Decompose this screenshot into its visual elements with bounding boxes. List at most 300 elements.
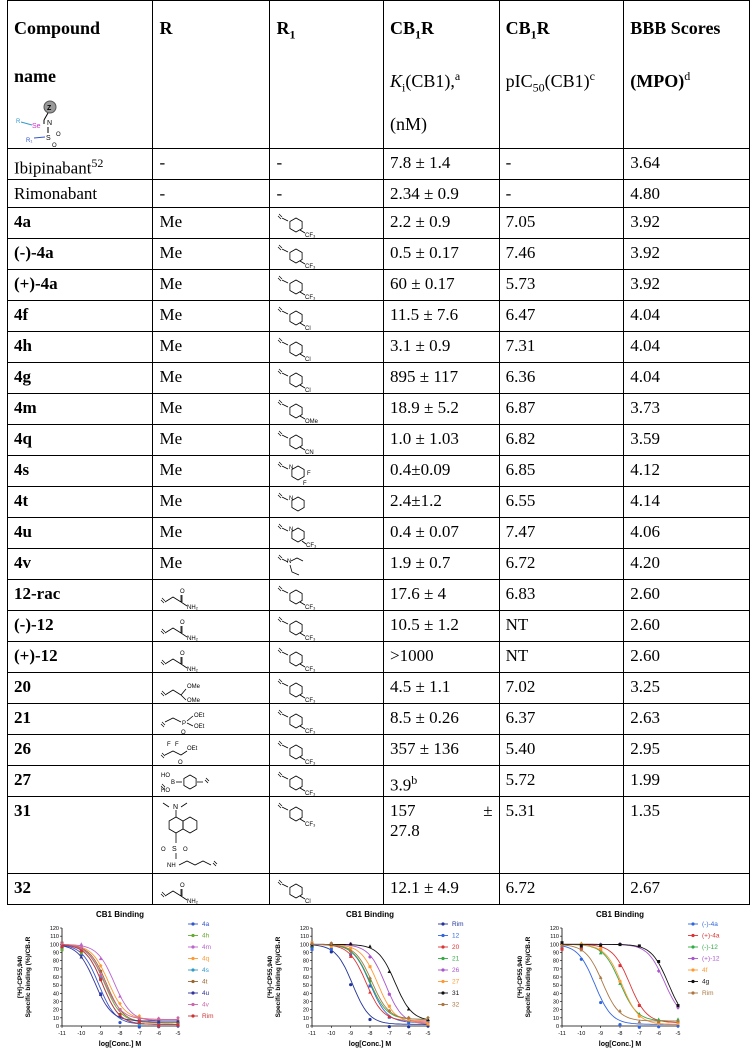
y-tick-label: 30 [552,999,559,1006]
phenyl-substituent: CF₃ [305,760,316,766]
bbb-value: 3.92 [630,212,661,232]
cell-bbb [624,270,750,301]
ki-value: 3.1 ± 0.9 [389,336,451,356]
data-point [618,1023,621,1026]
bbb-value: 4.04 [630,336,661,356]
y-tick-label: 100 [49,942,59,949]
amide-nh2: NH₂ [187,636,199,642]
cell-pic50 [499,673,624,704]
difluoro-f2: F [175,742,180,749]
cell-ki [383,270,499,301]
cell-compound [8,642,153,673]
data-point [580,958,583,961]
data-point [638,1004,641,1007]
compound-name: 4u [14,522,32,542]
chart-xlabel: log[Conc.] M [348,1041,392,1048]
cell-r [153,611,270,642]
chart-1 [17,910,214,1048]
cell-r1 [270,797,384,874]
data-table [7,0,750,905]
ki-value: 0.5 ± 0.17 [389,243,459,263]
compound-name: (-)-4a [14,243,54,263]
legend-label: 32 [452,1001,460,1009]
pic50-value: 7.47 [505,522,536,542]
cell-r [153,549,270,580]
y-tick-label: 120 [549,926,559,932]
cell-r1 [270,394,384,425]
chart-xlabel: log[Conc.] M [598,1041,642,1048]
header-compound-l1: Compound [14,18,101,38]
header-r1 [270,1,384,149]
data-point [580,944,583,947]
phenyl-substituent: OMe [305,419,319,425]
cell-ki [383,766,499,797]
phenyl-substituent: Cl [305,388,312,394]
data-point [599,944,602,947]
data-point [619,964,622,967]
chart-title: CB1 Binding [96,910,144,919]
cell-compound [8,179,153,208]
ki-value: 1.0 ± 1.03 [389,429,459,449]
y-tick-label: 80 [552,958,559,965]
table-row [8,735,750,766]
cell-ki [383,149,499,180]
boronic-ho1: HO [161,773,171,780]
compound-name: 4g [14,367,31,387]
header-pic-sub: 1 [530,27,537,42]
core-z: Z [47,105,52,112]
data-point [349,983,352,986]
y-tick-label: 100 [549,942,559,949]
legend-label: 4u [202,990,210,997]
r-value: Me [159,460,183,480]
legend-label: 4s [202,967,209,974]
x-tick-label: -6 [406,1031,412,1037]
cell-compound [8,673,153,704]
chart-3 [517,910,720,1048]
cell-bbb [624,179,750,208]
header-ki-k: K [389,71,402,91]
cell-compound [8,766,153,797]
compound-name: 4s [14,460,30,480]
compound-name: Ibipinabant [14,158,92,178]
diethylamine-icon [276,553,336,579]
pic50-value: 6.72 [505,553,536,573]
legend-label: 4v [202,1001,209,1009]
table-row [8,456,750,487]
compound-name: 4h [14,336,32,356]
cell-compound [8,518,153,549]
table-row [8,611,750,642]
cell-r [153,332,270,363]
cell-r1 [270,673,384,704]
data-point [118,994,122,997]
table-row [8,642,750,673]
cell-r1 [270,611,384,642]
table-row [8,518,750,549]
r-value: Me [159,522,183,542]
pic50-value: NT [505,646,529,666]
bbb-value: 2.67 [630,878,661,898]
r-value: Me [159,553,183,573]
header-pic-r: R [536,18,550,38]
cell-bbb [624,766,750,797]
bbb-value: 3.64 [630,153,661,172]
phos-o: O [181,730,187,735]
data-point [599,1001,602,1004]
cell-ki [383,363,499,394]
piperidine-n: N [289,496,294,503]
data-point [407,1007,411,1010]
y-tick-label: 10 [552,1015,559,1022]
table-row [8,270,750,301]
cell-pic50 [499,549,624,580]
cell-pic50 [499,518,624,549]
cell-ki [383,487,499,518]
y-tick-label: 50 [302,983,309,990]
pic50-value: - [505,183,512,203]
phenyl-substituent: CN [305,450,315,456]
x-tick-label: -10 [327,1031,336,1037]
x-tick-label: -10 [77,1031,86,1037]
ki-value: 895 ± 117 [389,367,459,387]
compound-name: 4q [14,429,32,449]
piperidine-icon [276,460,336,486]
bbb-value: 3.73 [630,398,661,418]
pic50-value: 6.36 [505,367,536,387]
header-r-text: R [159,18,173,38]
cell-r [153,580,270,611]
pic50-value: 7.02 [505,677,536,697]
cell-ki [383,735,499,766]
bbb-value: 2.60 [630,615,661,635]
cell-r1 [270,766,384,797]
cell-r1 [270,735,384,766]
y-tick-label: 70 [552,966,559,973]
cell-pic50 [499,301,624,332]
series-line [562,944,678,1007]
compound-name: 27 [14,770,31,790]
compound-name: 4t [14,491,29,511]
legend-label: 27 [452,978,460,986]
cell-bbb [624,580,750,611]
cell-compound [8,394,153,425]
phenyl-substituent: CF₃ [305,605,316,611]
cell-compound [8,549,153,580]
x-tick-label: -6 [656,1031,662,1037]
svg-text:O: O [180,883,186,890]
phenyl-icon [276,770,336,796]
cell-pic50 [499,766,624,797]
cell-r1 [270,239,384,270]
x-tick-label: -6 [156,1031,162,1037]
compound-name: 4f [14,305,29,325]
legend-label: Rim [202,1013,214,1020]
ki-value: 2.4±1.2 [389,491,442,511]
cell-r1 [270,363,384,394]
cell-ki [383,425,499,456]
header-bbb-l1: BBB Scores [630,18,721,38]
x-tick-label: -7 [636,1031,642,1037]
core-o2: O [52,143,57,148]
r-value: Me [159,398,183,418]
x-tick-label: -5 [175,1031,181,1037]
cell-ki [383,642,499,673]
cell-pic50 [499,456,624,487]
boronic-acid-icon [159,770,259,796]
phenyl-icon [276,305,336,331]
x-tick-label: -10 [577,1031,586,1037]
cell-r1 [270,580,384,611]
y-tick-label: 30 [302,999,309,1006]
legend-label: 4m [202,944,212,951]
cell-bbb [624,394,750,425]
x-tick-label: -9 [348,1031,354,1037]
x-tick-label: -9 [598,1031,604,1037]
r1-value: - [276,153,283,172]
cell-r [153,363,270,394]
data-point [618,1009,622,1012]
bbb-value: 4.04 [630,305,661,325]
x-tick-label: -8 [367,1031,373,1037]
phosphonate-icon [159,708,259,734]
data-point [618,980,621,983]
legend-label: 4a [202,921,210,928]
table-row [8,179,750,208]
chart-title: CB1 Binding [596,910,644,919]
header-ki-rest: (CB1), [405,71,455,91]
ki-value: 12.1 ± 4.9 [389,878,459,898]
y-tick-label: 90 [302,950,309,957]
table-row [8,332,750,363]
cell-r [153,456,270,487]
header-bbb-l2: (MPO) [630,71,685,91]
phenyl-substituent: Cl [305,899,312,905]
legend-label: 4h [202,932,210,940]
r-value: - [159,183,166,203]
compound-name: 4v [14,553,31,573]
data-point [677,1004,680,1007]
pic50-value: 6.55 [505,491,536,511]
table-row [8,580,750,611]
bbb-value: 2.60 [630,584,661,604]
y-tick-label: 70 [52,966,59,973]
cell-r1 [270,332,384,363]
chart-ylabel-2: Specific binding (%)/CB₁R [25,936,32,1018]
header-bbb [624,1,750,149]
pic50-value: - [505,153,512,172]
r-value: Me [159,367,183,387]
ki-value: 60 ± 0.17 [389,274,455,294]
data-point [561,948,564,951]
amide-icon [159,646,259,672]
r-value: Me [159,212,183,232]
data-point [388,1005,391,1008]
cell-bbb [624,487,750,518]
cell-r1 [270,270,384,301]
ki-value-a: 157 [389,801,416,821]
cell-r [153,487,270,518]
table-row [8,208,750,239]
data-point [388,993,391,996]
cell-pic50 [499,363,624,394]
compound-name: 21 [14,708,31,728]
phenyl-icon [276,878,336,904]
cell-compound [8,580,153,611]
y-tick-label: 40 [52,991,59,998]
y-tick-label: 110 [300,934,309,941]
y-tick-label: 20 [552,1007,559,1014]
data-point [638,1015,641,1018]
cell-pic50 [499,394,624,425]
phenyl-icon [276,677,336,703]
y-tick-label: 50 [552,983,559,990]
data-point [368,944,372,947]
dansyl-nh: NH [167,863,177,870]
cell-bbb [624,239,750,270]
ki-value-c: 27.8 [389,821,420,841]
cell-bbb [624,611,750,642]
data-point [80,949,83,952]
piperidine-icon [276,491,336,517]
cell-r [153,642,270,673]
dansyl-n: N [173,804,179,812]
ki-footnote: b [411,773,418,788]
cell-bbb [624,874,750,905]
data-point [99,978,102,981]
chart-ylabel-1: [³H]-CP55,940 [517,955,524,999]
piperidine-n: N [289,527,294,534]
ki-value: 17.6 ± 4 [389,584,447,604]
header-ki-cb: CB [389,18,415,38]
bbb-value: 3.92 [630,243,661,263]
cell-bbb [624,425,750,456]
y-tick-label: 80 [302,958,309,965]
pic50-value: 6.72 [505,878,536,898]
legend-label: 21 [452,955,460,963]
ki-value: 357 ± 136 [389,739,459,759]
y-tick-label: 0 [305,1024,309,1030]
acetal-ome1: OMe [187,684,201,691]
data-point [330,950,333,953]
cell-r [153,149,270,180]
y-tick-label: 50 [52,983,59,990]
cell-pic50 [499,179,624,208]
cell-r [153,735,270,766]
chart-xlabel: log[Conc.] M [98,1041,142,1048]
y-tick-label: 10 [302,1015,309,1022]
legend-label: (+)-4a [702,932,720,940]
y-tick-label: 40 [552,991,559,998]
phenyl-icon [276,274,336,300]
piperidine-n: N [289,465,294,472]
header-ki-r: R [421,18,434,38]
pic50-value: 7.31 [505,336,536,356]
compound-name: Rimonabant [14,183,98,203]
cell-pic50 [499,487,624,518]
cell-pic50 [499,208,624,239]
cell-pic50 [499,425,624,456]
header-r1-sub: 1 [289,27,296,42]
cell-bbb [624,332,750,363]
svg-text:O: O [180,589,186,596]
phenyl-substituent: CF₃ [305,822,316,828]
ki-value: 18.9 ± 5.2 [389,398,459,418]
phenyl-substituent: CF₃ [305,264,316,270]
ki-value: 7.8 ± 1.4 [389,153,451,172]
cell-r [153,673,270,704]
cell-r [153,301,270,332]
legend-label: (+)-12 [702,955,720,963]
header-r1-text: R [276,18,290,38]
compound-ref: 52 [91,156,104,170]
table-row [8,874,750,905]
cell-bbb [624,363,750,394]
data-point [657,960,660,963]
bbb-value: 1.99 [630,770,661,790]
data-point [118,1021,121,1024]
cell-r1 [270,456,384,487]
piperidine-cf3: CF₃ [306,543,317,549]
cell-pic50 [499,874,624,905]
cell-compound [8,704,153,735]
cell-ki [383,208,499,239]
dansyl-o2: O [183,847,189,854]
data-point [61,948,64,951]
legend-label: 4f [702,967,708,974]
phenyl-substituent: CF₃ [305,698,316,704]
phenyl-substituent: CF₃ [305,729,316,735]
cell-bbb [624,704,750,735]
y-tick-label: 110 [50,934,59,941]
svg-text:O: O [180,651,186,658]
cell-r [153,766,270,797]
cell-ki [383,874,499,905]
cell-r1 [270,642,384,673]
cell-bbb [624,642,750,673]
cell-compound [8,456,153,487]
cell-pic50 [499,239,624,270]
chart-ylabel-1: [³H]-CP55,940 [267,955,274,999]
chart-ylabel-1: [³H]-CP55,940 [17,955,24,999]
phenyl-substituent: CF₃ [305,295,316,301]
piperidine-icon [276,522,336,548]
r-value: Me [159,429,183,449]
pic50-value: 6.37 [505,708,536,728]
y-tick-label: 80 [52,958,59,965]
amide-nh2: NH₂ [187,899,199,905]
y-tick-label: 90 [552,950,559,957]
r-value: Me [159,274,183,294]
table-row [8,149,750,180]
phenyl-icon [276,429,336,455]
bbb-value: 3.25 [630,677,661,697]
amide-icon [159,584,259,610]
legend-label: 20 [452,944,460,951]
y-tick-label: 20 [52,1007,59,1014]
cell-ki [383,518,499,549]
ki-value-b: ± [483,801,493,821]
cell-compound [8,425,153,456]
bbb-value: 4.12 [630,460,661,480]
cell-bbb [624,456,750,487]
amide-nh2: NH₂ [187,605,199,611]
cell-ki [383,456,499,487]
phenyl-icon [276,367,336,393]
cell-compound [8,874,153,905]
cell-compound [8,363,153,394]
boronic-b: B [171,780,176,787]
